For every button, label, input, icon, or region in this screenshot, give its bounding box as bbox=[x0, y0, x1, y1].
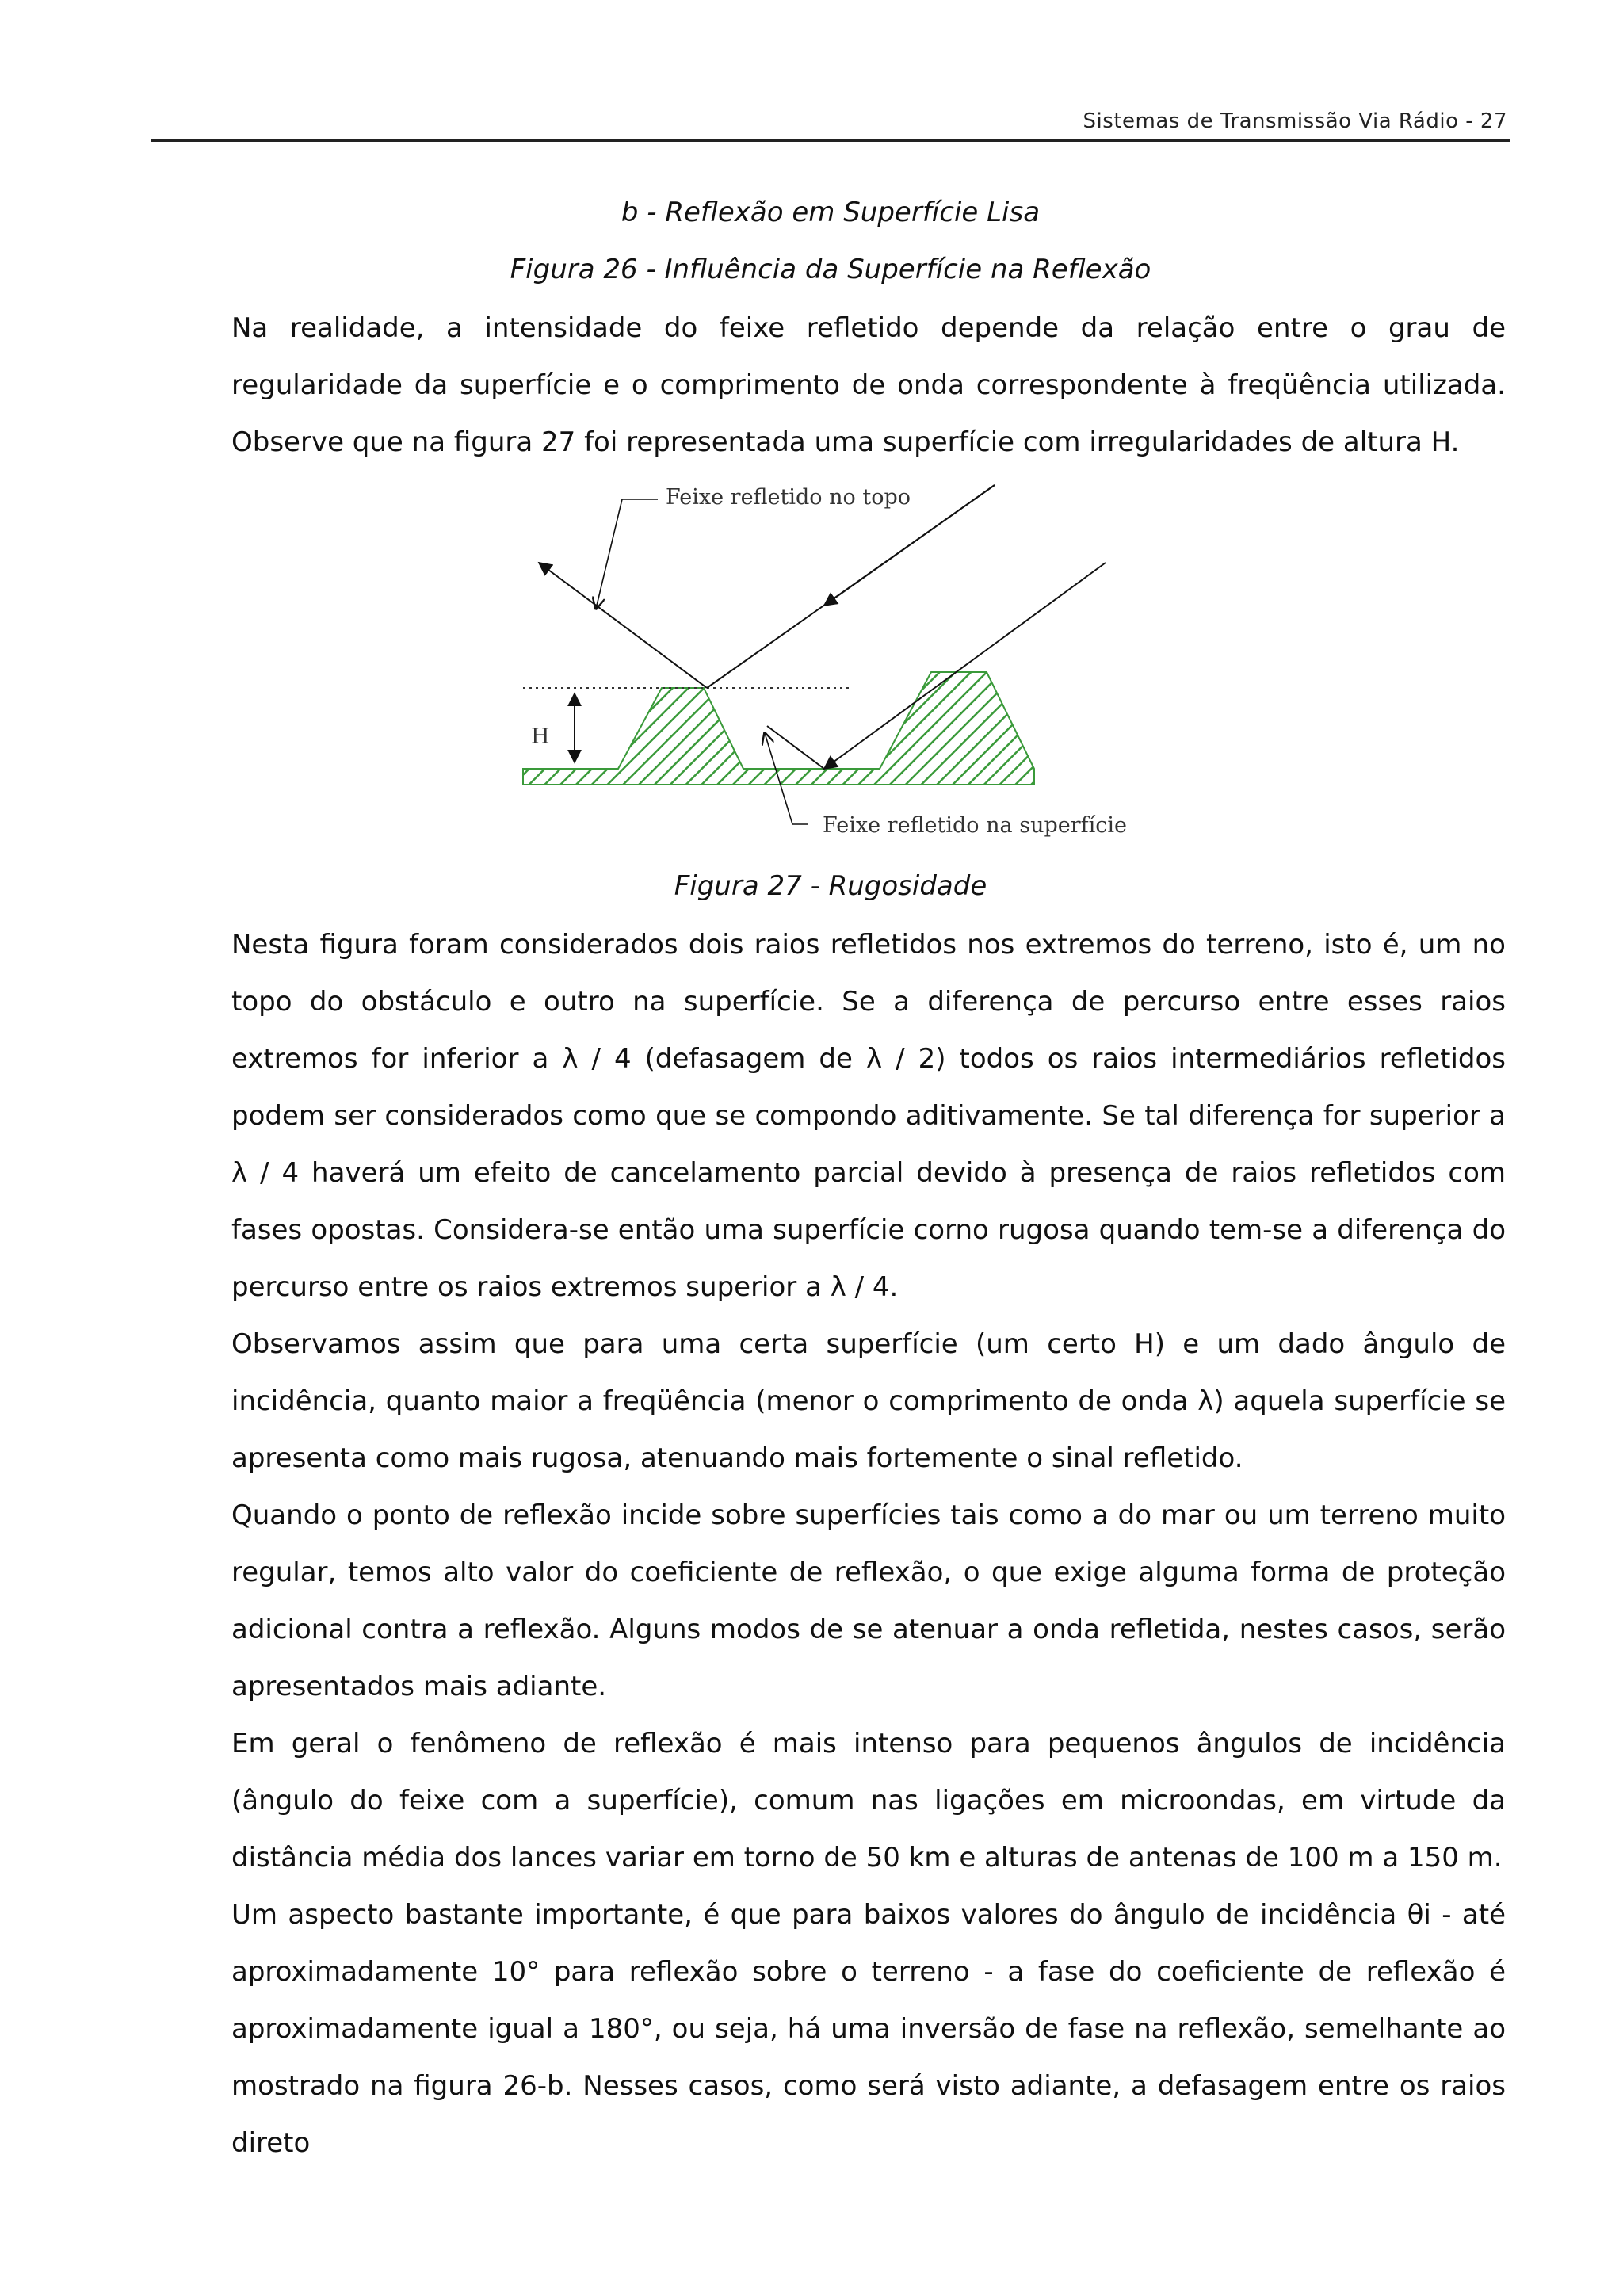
paragraph-1 bbox=[231, 300, 1506, 471]
label-reflected-surface: Feixe refletido na superfície bbox=[823, 813, 1127, 838]
paragraph-1-text: Na realidade, a intensidade do feixe refletido depende da relação entre o grau de regularidade da superfície e o comprimento de onda correspondente à freqüência utilizada. Observe que na figura 27 foi representada uma superfície com irregularidades de altura H. bbox=[231, 312, 1506, 458]
figure-26-caption: Figura 26 - Influência da Superfície na Reflexão bbox=[510, 254, 1151, 285]
paragraph-5: Em geral o fenômeno de reflexão é mais intenso para pequenos ângulos de incidência (ângulo do feixe com a superfície), comum nas ligações em microondas, em virtude da distância média dos lances variar em torno de 50 km e alturas de antenas de 100 m a 150 m. bbox=[231, 1728, 1506, 1874]
paragraph-4: Quando o ponto de reflexão incide sobre superfícies tais como a do mar ou um terreno muito regular, temos alto valor do coeficiente de reflexão, o que exige alguma forma de proteção adicional contra a reflexão. Alguns modos de se atenuar a onda refletida, nestes casos, serão apresentados mais adiante. bbox=[231, 1499, 1506, 1702]
label-reflected-top: Feixe refletido no topo bbox=[666, 485, 911, 510]
reflected-ray-surface bbox=[767, 726, 824, 769]
label-leader-top bbox=[596, 499, 658, 609]
paragraph-6: Um aspecto bastante importante, é que para baixos valores do ângulo de incidência θi - até aproximadamente 10° para reflexão sobre o terreno - a fase do coeficiente de reflexão é aproximadamente igual a 180°, ou seja, há uma inversão de fase na reflexão, semelhante ao mostrado na figura 26-b. Nesses casos, como será visto adiante, a defasagem entre os raios direto bbox=[231, 1899, 1506, 2159]
running-header-title: Sistemas de Transmissão Via Rádio - 27 bbox=[1083, 109, 1507, 133]
reflected-ray-top bbox=[539, 563, 707, 688]
figure-27-caption: Figura 27 - Rugosidade bbox=[674, 870, 987, 902]
body-text bbox=[231, 916, 1506, 2172]
figure-27-rugosity-diagram bbox=[507, 476, 1236, 848]
page-header bbox=[151, 101, 1510, 142]
paragraph-2: Nesta figura foram considerados dois raios refletidos nos extremos do terreno, isto é, um no topo do obstáculo e outro na superfície. Se a diferença de percurso entre esses raios extremos for inferior a λ / 4 (defasagem de λ / 2) todos os raios intermediários refletidos podem ser considerados como que se compondo aditivamente. Se tal diferença for superior a λ / 4 haverá um efeito de cancelamento parcial devido à presença de raios refletidos com fases opostas. Considera-se então uma superfície corno rugosa quando tem-se a diferença do percurso entre os raios extremos superior a λ / 4. bbox=[231, 929, 1506, 1303]
paragraph-3: Observamos assim que para uma certa superfície (um certo H) e um dado ângulo de incidência, quanto maior a freqüência (menor o comprimento de onda λ) aquela superfície se apresenta como mais rugosa, atenuando mais fortemente o sinal refletido. bbox=[231, 1328, 1506, 1474]
section-title: b - Reflexão em Superfície Lisa bbox=[621, 197, 1041, 228]
height-label: H bbox=[531, 724, 550, 749]
terrain-hatched-surface bbox=[523, 672, 1034, 785]
